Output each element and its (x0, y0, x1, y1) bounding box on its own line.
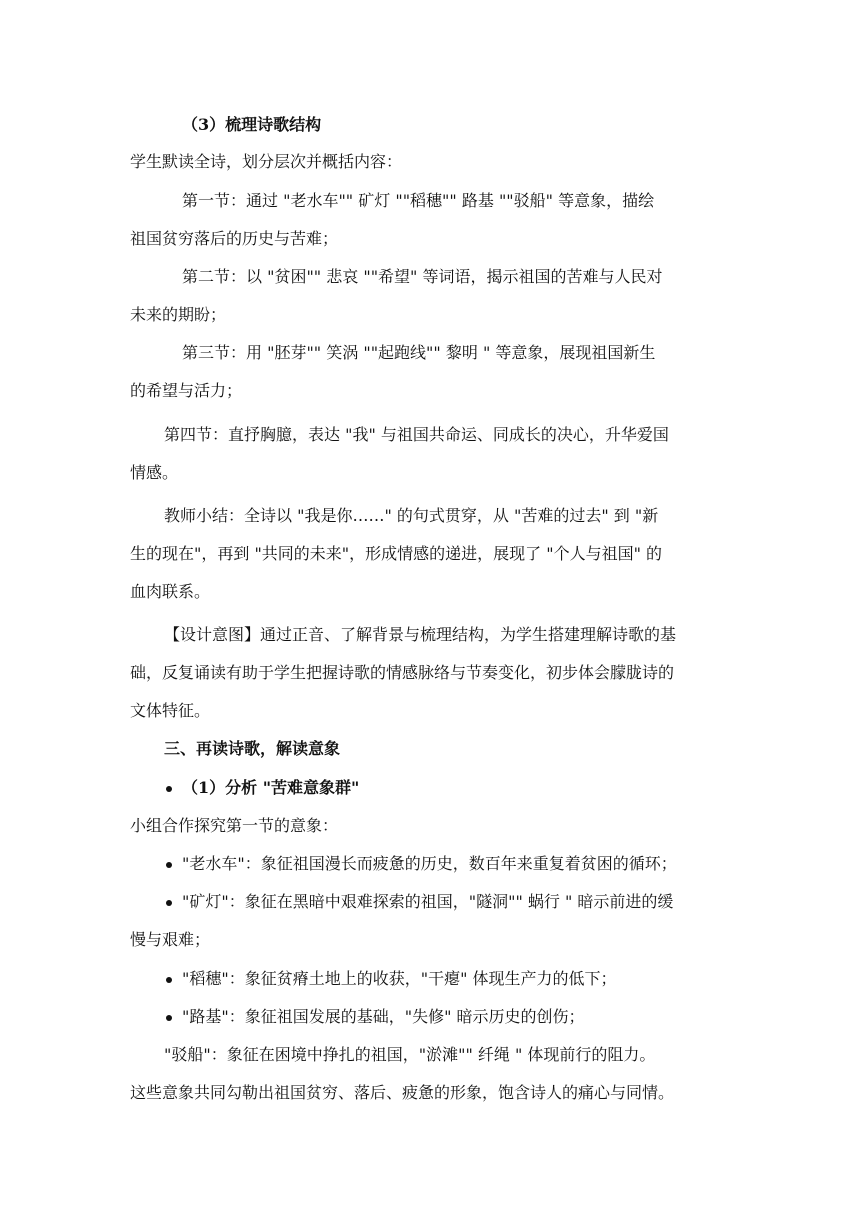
item-minelamp-line1: "矿灯"：象征在黑暗中艰难探索的祖国，"隧洞"" 蜗行 " 暗示前进的缓 (182, 892, 674, 911)
item-barge: "驳船"：象征在困境中挣扎的祖国，"淤滩"" 纤绳 " 体现前行的阻力。 (164, 1045, 656, 1064)
bullet-icon (166, 900, 172, 906)
student-task: 学生默读全诗，划分层次并概括内容： (130, 152, 403, 171)
teacher-summary-line2: 生的现在"，再到 "共同的未来"，形成情感的递进，展现了 "个人与祖国" 的 (130, 544, 663, 563)
group-task: 小组合作探究第一节的意象： (130, 816, 339, 835)
bullet-icon (166, 862, 172, 868)
bullet-icon (166, 1015, 172, 1021)
stanza3-line1: 第三节：用 "胚芽"" 笑涡 ""起跑线"" 黎明 " 等意象，展现祖国新生 (182, 343, 656, 362)
design-intent-line3: 文体特征。 (130, 701, 211, 720)
stanza3-line2: 的希望与活力； (130, 381, 243, 400)
stanza1-line1: 第一节：通过 "老水车"" 矿灯 ""稻穗"" 路基 ""驳船" 等意象，描绘 (182, 191, 655, 210)
conclusion: 这些意象共同勾勒出祖国贫穷、落后、疲惫的形象，饱含诗人的痛心与同情。 (130, 1083, 675, 1102)
item-minelamp-line2: 慢与艰难； (130, 930, 211, 949)
stanza1-line2: 祖国贫穷落后的历史与苦难； (130, 229, 339, 248)
item-roadbed: "路基"：象征祖国发展的基础，"失修" 暗示历史的创伤； (182, 1007, 585, 1026)
stanza4-line1: 第四节：直抒胸臆，表达 "我" 与祖国共命运、同成长的决心，升华爱国 (164, 425, 669, 444)
section3-heading: （3）梳理诗歌结构 (182, 115, 322, 134)
bullet-icon (166, 786, 172, 792)
item-rice: "稻穗"：象征贫瘠土地上的收获，"干瘪" 体现生产力的低下； (182, 969, 617, 988)
stanza2-line2: 未来的期盼； (130, 305, 227, 324)
bullet-icon (166, 977, 172, 983)
sub1-heading: （1）分析 "苦难意象群" (182, 778, 360, 797)
item-waterwheel: "老水车"：象征祖国漫长而疲惫的历史，数百年来重复着贫困的循环； (182, 854, 677, 873)
design-intent-line1: 【设计意图】通过正音、了解背景与梳理结构，为学生搭建理解诗歌的基 (164, 625, 677, 644)
design-intent-line2: 础，反复诵读有助于学生把握诗歌的情感脉络与节奏变化，初步体会朦胧诗的 (130, 663, 675, 682)
stanza4-line2: 情感。 (130, 463, 179, 482)
part3-heading: 三、再读诗歌，解读意象 (164, 739, 341, 758)
teacher-summary-line3: 血肉联系。 (130, 582, 211, 601)
teacher-summary-line1: 教师小结：全诗以 "我是你……" 的句式贯穿，从 "苦难的过去" 到 "新 (164, 506, 659, 525)
stanza2-line1: 第二节：以 "贫困"" 悲哀 ""希望" 等词语，揭示祖国的苦难与人民对 (182, 267, 663, 286)
